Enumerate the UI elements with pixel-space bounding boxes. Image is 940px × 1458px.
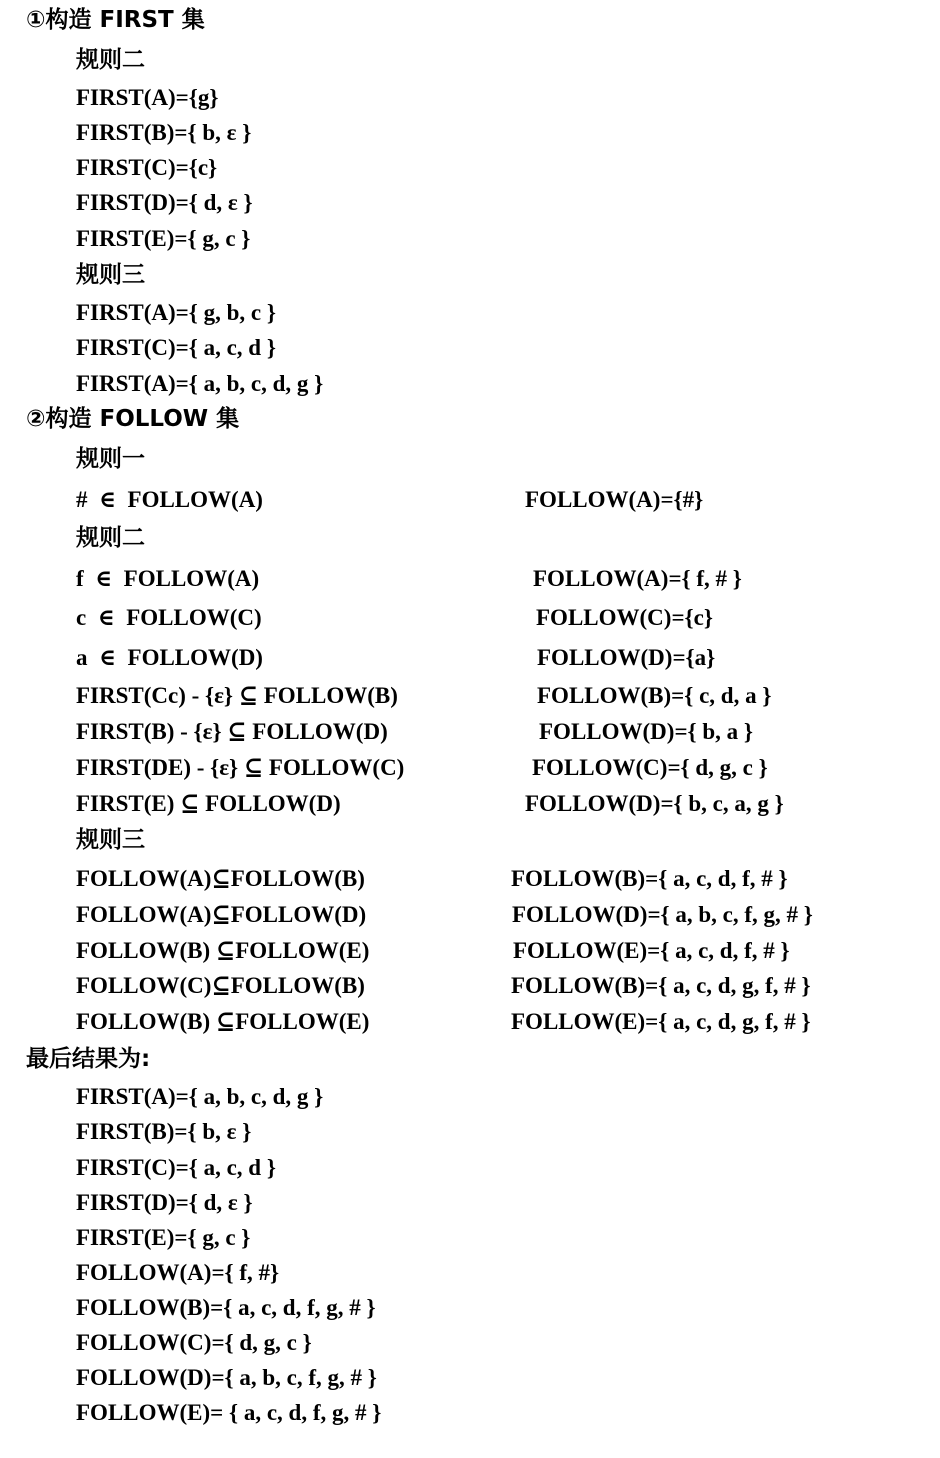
rule-heading: 规则三 [76,827,145,853]
first-set-line: FIRST(A)={g} [76,85,219,110]
follow-result: FOLLOW(E)={ a, c, d, g, f, # } [511,1009,811,1034]
final-result-line: FIRST(D)={ d, ε } [76,1190,253,1215]
first-set-line: FIRST(A)={ a, b, c, d, g } [76,371,324,396]
final-result-line: FIRST(A)={ a, b, c, d, g } [76,1084,324,1109]
first-set-line: FIRST(C)={ a, c, d } [76,335,276,360]
follow-derivation: # ∈ FOLLOW(A) [76,487,263,512]
follow-result: FOLLOW(D)={a} [537,645,716,670]
follow-derivation: FOLLOW(A)⊆FOLLOW(D) [76,902,367,927]
follow-result: FOLLOW(B)={ a, c, d, f, # } [511,866,788,891]
follow-result: FOLLOW(D)={ b, a } [539,719,753,744]
follow-result: FOLLOW(C)={ d, g, c } [532,755,768,780]
follow-derivation: f ∈ FOLLOW(A) [76,566,260,591]
follow-derivation: FOLLOW(B) ⊆FOLLOW(E) [76,938,370,963]
follow-derivation: FOLLOW(A)⊆FOLLOW(B) [76,866,365,891]
final-result-line: FIRST(B)={ b, ε } [76,1119,252,1144]
rule-heading: 规则三 [76,262,145,288]
first-set-line: FIRST(D)={ d, ε } [76,190,253,215]
follow-result: FOLLOW(A)={ f, # } [533,566,742,591]
section-heading-first: ①构造 FIRST 集 [26,7,205,33]
first-set-line: FIRST(A)={ g, b, c } [76,300,276,325]
section-heading-follow: ②构造 FOLLOW 集 [26,406,240,432]
final-result-line: FOLLOW(D)={ a, b, c, f, g, # } [76,1365,377,1390]
final-result-line: FOLLOW(E)= { a, c, d, f, g, # } [76,1400,382,1425]
final-result-line: FIRST(E)={ g, c } [76,1225,251,1250]
rule-heading: 规则一 [76,446,145,472]
final-result-line: FIRST(C)={ a, c, d } [76,1155,276,1180]
rule-heading: 规则二 [76,525,145,551]
follow-derivation: a ∈ FOLLOW(D) [76,645,263,670]
follow-result: FOLLOW(E)={ a, c, d, f, # } [513,938,790,963]
follow-derivation: FIRST(B) - {ε} ⊆ FOLLOW(D) [76,719,388,744]
follow-derivation: FOLLOW(C)⊆FOLLOW(B) [76,973,365,998]
follow-result: FOLLOW(B)={ c, d, a } [537,683,772,708]
follow-result: FOLLOW(A)={#} [525,487,704,512]
final-results-heading: 最后结果为: [26,1046,151,1072]
final-result-line: FOLLOW(B)={ a, c, d, f, g, # } [76,1295,376,1320]
first-set-line: FIRST(E)={ g, c } [76,226,251,251]
final-result-line: FOLLOW(A)={ f, #} [76,1260,280,1285]
follow-result: FOLLOW(D)={ b, c, a, g } [525,791,784,816]
first-set-line: FIRST(B)={ b, ε } [76,120,252,145]
rule-heading: 规则二 [76,47,145,73]
follow-derivation: c ∈ FOLLOW(C) [76,605,262,630]
follow-derivation: FIRST(Cc) - {ε} ⊆ FOLLOW(B) [76,683,398,708]
follow-result: FOLLOW(C)={c} [536,605,713,630]
first-set-line: FIRST(C)={c} [76,155,218,180]
follow-derivation: FOLLOW(B) ⊆FOLLOW(E) [76,1009,370,1034]
follow-result: FOLLOW(B)={ a, c, d, g, f, # } [511,973,811,998]
follow-derivation: FIRST(E) ⊆ FOLLOW(D) [76,791,341,816]
follow-result: FOLLOW(D)={ a, b, c, f, g, # } [512,902,813,927]
final-result-line: FOLLOW(C)={ d, g, c } [76,1330,312,1355]
follow-derivation: FIRST(DE) - {ε} ⊆ FOLLOW(C) [76,755,405,780]
